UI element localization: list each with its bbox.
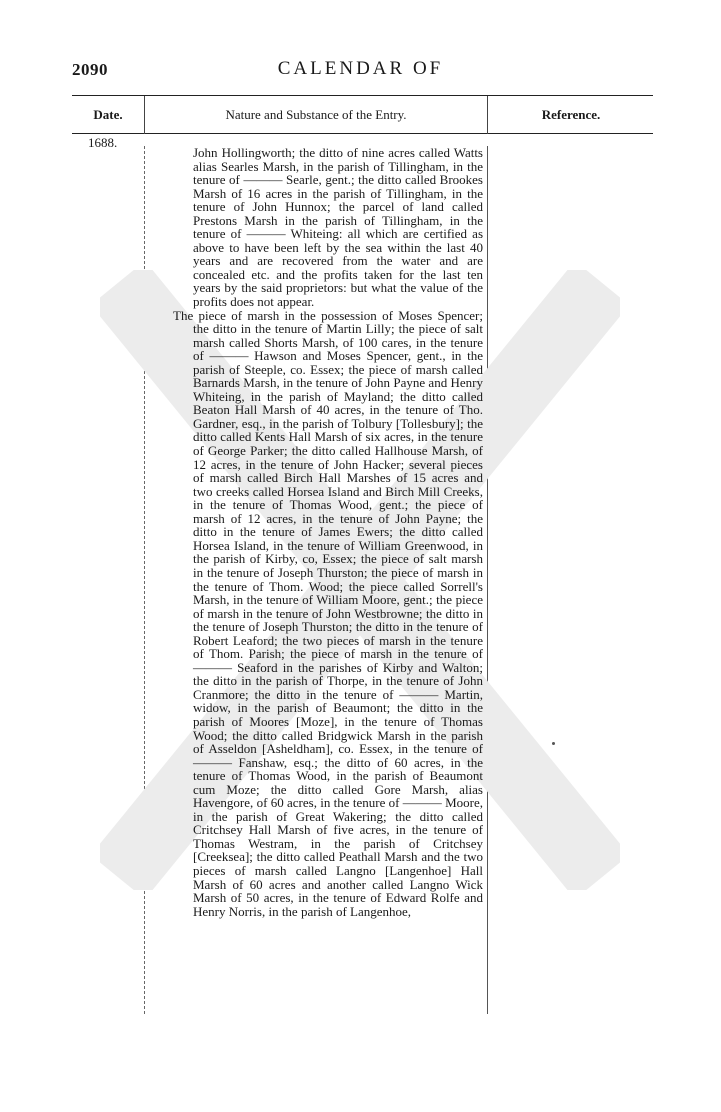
header-rule-top xyxy=(72,95,653,96)
page-number: 2090 xyxy=(72,60,108,79)
running-title: CALENDAR OF xyxy=(277,58,444,79)
column-header-nature: Nature and Substance of the Entry. xyxy=(225,107,407,122)
entry-year: 1688. xyxy=(88,135,118,150)
header-rule-bottom xyxy=(72,133,653,134)
entry-text xyxy=(173,146,483,918)
entry-paragraph: The piece of marsh in the possession of Moses Spencer; the ditto in the tenure of Martin Lilly; the piece of salt marsh called Shorts Marsh, of 100 cares, in the tenure of ——— Hawson and Moses Spencer, gent., in the parish of Steeple, co. Essex; the piece of marsh called Barnards Marsh, in the tenure of John Payne and Henry Whiteing, in the parish of Mayland; the ditto called Beaton Hall Marsh of 40 acres, in the tenure of Tho. Gardner, esq., in the parish of Tolbury [Tollesbury]; the ditto called Kents Hall Marsh of six acres, in the tenure of George Parker; the ditto called Hallhouse Marsh, of 12 acres, in the tenure of John Hacker; several pieces of marsh called Birch Hall Marshes of 15 acres and two creeks called Horsea Island and Birch Mill Creeks, in the tenure of Thomas Wood, gent.; the piece of marsh of 12 acres, in the tenure of John Payne; the ditto in the tenure of James Ewers; the ditto called Horsea Island, in the tenure of William Greenwood, in the parish of Kirby, co, Essex; the piece of salt marsh in the tenure of Joseph Thurston; the piece of marsh in the tenure of Thom. Wood; the piece called Sorrell's Marsh, in the tenure of William Moore, gent.; the piece of marsh in the tenure of John Westbrowne; the ditto in the tenure of Joseph Thurston; the ditto in the tenure of Robert Leaford; the two pieces of marsh in the tenure of Thom. Parish; the piece of marsh in the tenure of ——— Seaford in the parishes of Kirby and Walton; the ditto in the parish of Thorpe, in the tenure of John Cranmore; the ditto in the tenure of ——— Martin, widow, in the parish of Beaumont; the ditto in the parish of Moores [Moze], in the tenure of Thomas Wood; the ditto called Bridgwick Marsh in the parish of Asseldon [Asheldham], co. Essex, in the tenure of ——— Fanshaw, esq.; the ditto of 60 acres, in the tenure of Thomas Wood, in the parish of Beaumont cum Moze; the ditto called Gore Marsh, alias Havengore, of 60 acres, in the tenure of ——— Moore, in the parish of Great Wakering; the ditto called Critchsey Hall Marsh of five acres, in the tenure of Thomas Westram, in the parish of Critchsey [Creeksea]; the ditto called Peathall Marsh and the two pieces of marsh called Langno [Langenhoe] Hall Marsh of 60 acres and another called Langno Wick Marsh of 50 acres, in the tenure of Edward Rolfe and Henry Norris, in the parish of Langenhoe, xyxy=(173,307,483,919)
column-header-reference: Reference. xyxy=(541,107,601,122)
column-divider xyxy=(487,96,488,134)
column-divider xyxy=(144,96,145,134)
column-divider xyxy=(144,146,145,1014)
column-header-date: Date. xyxy=(93,107,123,122)
stray-mark xyxy=(552,742,555,745)
column-divider xyxy=(487,146,488,1014)
entry-paragraph: John Hollingworth; the ditto of nine acres called Watts alias Searles Marsh, in the parish of Tillingham, in the tenure of ——— Searle, gent.; the ditto called Brookes Marsh of 16 acres in the parish of Tillingham, in the tenure of John Hunnox; the parcel of land called Prestons Marsh in the parish of Tillingham, in the tenure of ——— Whiteing: all which are certified as above to have been left by the sea within the last 40 years and are recovered from the water and are concealed etc. and the profits taken for the last ten years by the said proprietors: but what the value of the profits does not appear. xyxy=(193,145,483,310)
